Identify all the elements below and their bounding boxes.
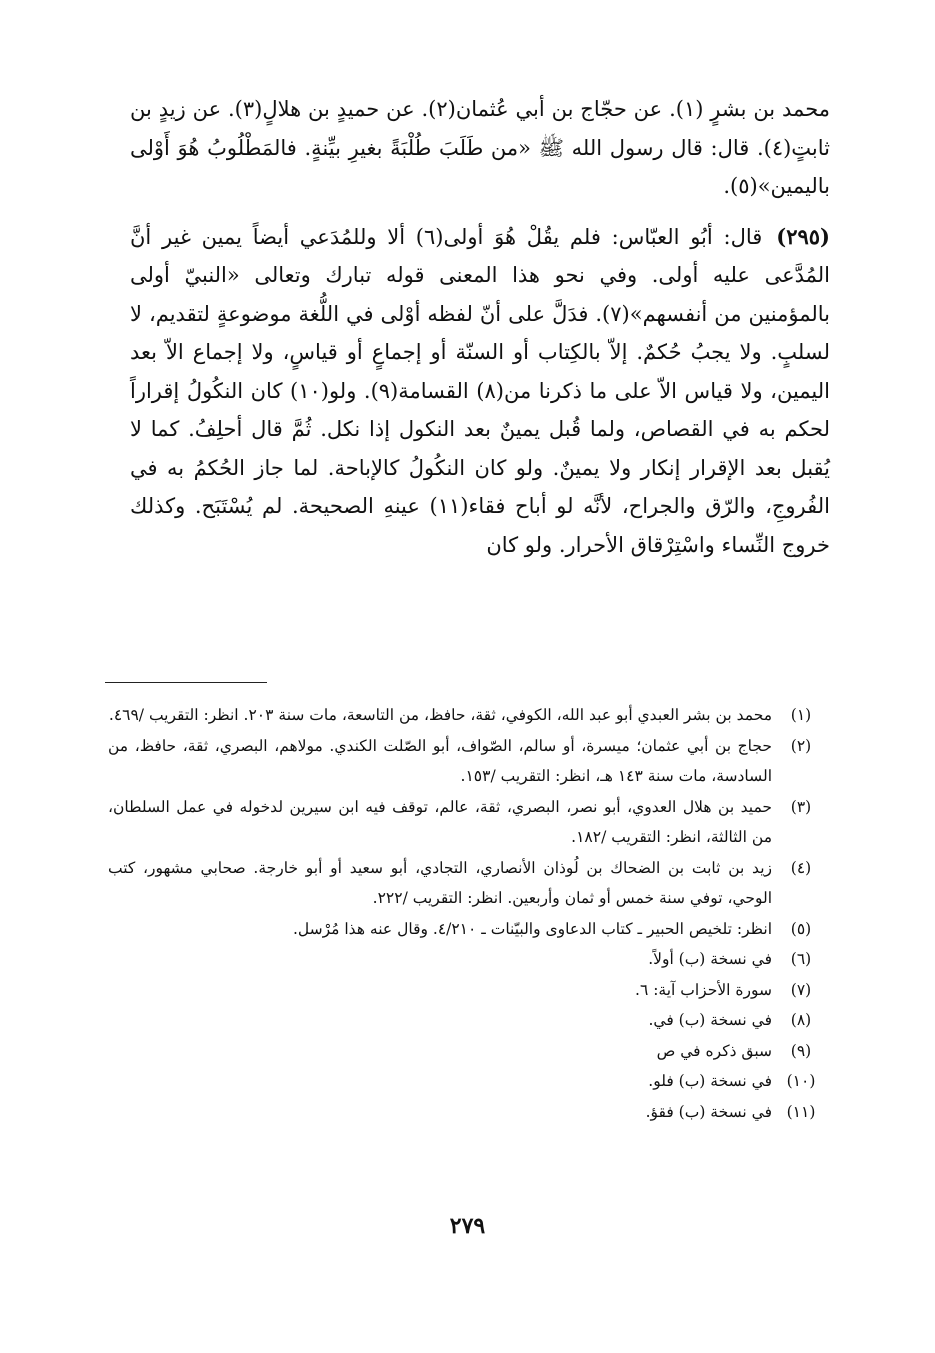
footnote-text: في نسخة (ب) فقؤ.: [645, 1102, 772, 1121]
footnote-text: في نسخة (ب) أولاً.: [648, 950, 772, 968]
footnote-item: [108, 1066, 830, 1097]
footnote-number: (١): [790, 706, 812, 724]
paragraph-1: محمد بن بشرٍ (١). عن حجّاج بن أبي عُثمان(٢). عن حميدٍ بن هلالٍ(٣). عن زيدٍ بن ثابتٍ(٤). قال: قال رسول الله ﷺ «من طَلَبَ طُلْبَةً بغيرِ بيِّنةٍ. فالمَطْلُوبُ هُوَ أَوْلى باليمين»(٥).: [130, 97, 830, 198]
footnote-item: [108, 700, 830, 731]
footnote-item: [108, 1097, 830, 1128]
paragraph-2: [130, 218, 830, 565]
paragraph-2-text: قال: أبُو العبّاس: فلم يقُلْ هُوَ أولى(٦) ألا وللمُدَعي أيضاً يمين غير أنَّ المُدَّعى عليه أولى. وفي نحو هذا المعنى قوله تبارك وتعالى «النبيّ أولى بالمؤمنين من أنفسهم»(٧). فدَلَّ على أنّ لفظه أوْلى في اللُّغة موضوعةٍ لتقديم، لا لسلبٍ. ولا يجبُ حُكمٌ. إلاّ بالكِتاب أو السنّة أو إجماعٍ أو قياسٍ، ولا إجماع الاّ بعد اليمين، ولا قياس الاّ على ما ذكرنا من(٨) القسامة(٩). ولو(١٠) كان النكُولُ إقراراً لحكم به في القصاص، ولما قُبل يمينٌ بعد النكول إذا نكل. ثُمَّ قال أحلِفُ. كما لا يُقبل بعد الإقرار إنكار ولا يمينٌ. ولو كان النكُولُ كالإباحة. لما جاز الحُكمُ به في الفُروجِ، والرّق والجراح، لأنَّه لو أباح فقاء(١١) عينهِ الصحيحة. لم يُسْتَبَح. وكذلك خروج النِّساء واسْتِرْقاق الأحرار. ولو كان: [130, 224, 830, 557]
footnote-separator: [105, 682, 267, 683]
footnote-number: (١١): [786, 1102, 816, 1121]
footnote-number: (٥): [790, 919, 812, 938]
footnote-item: [108, 1005, 830, 1036]
footnote-text: حميد بن هلال العدوي، أبو نصر، البصري، ثقة، عالم، توقف فيه ابن سيرين لدخوله في عمل السلطان، من الثالثة، انظر: التقريب /١٨٢.: [108, 797, 772, 846]
footnote-number: (٢): [790, 736, 812, 755]
footnotes: [108, 700, 830, 1127]
footnote-text: سورة الأحزاب آية: ٦.: [635, 980, 772, 999]
footnote-item: [108, 792, 830, 853]
section-number: (٢٩٥): [776, 223, 830, 249]
footnote-number: (٦): [790, 950, 812, 968]
footnote-number: (٣): [790, 797, 812, 816]
footnote-text: انظر: تلخيص الحبير ـ كتاب الدعاوى والبيّنات ـ ٤/٢١٠. وقال عنه هذا مُرْسل.: [292, 919, 772, 938]
footnote-item: [108, 975, 830, 1006]
page-number: ٢٧٩: [449, 1213, 486, 1239]
footnote-number: (٤): [790, 858, 812, 877]
footnote-text: سبق ذكره في ص: [656, 1041, 772, 1060]
footnote-item: [108, 731, 830, 792]
footnote-item: [108, 1036, 830, 1067]
footnote-text: في نسخة (ب) في.: [648, 1011, 772, 1029]
footnote-text: في نسخة (ب) فلو.: [648, 1072, 772, 1090]
footnote-item: [108, 944, 830, 975]
footnote-text: زيد بن ثابت بن الضحاك بن لُوذان الأنصاري، التجادي، أبو سعيد أو أبو خارجة. صحابي مشهور، كتب الوحي، توفي سنة خمس أو ثمان وأربعين. انظر: التقريب /٢٢٢.: [108, 858, 772, 907]
footnote-text: محمد بن بشر العبدي أبو عبد الله، الكوفي، ثقة، حافظ، من التاسعة، مات سنة ٢٠٣. انظر: التقريب /٤٦٩.: [108, 706, 772, 724]
footnote-number: (١٠): [786, 1072, 816, 1090]
footnote-item: [108, 853, 830, 914]
main-text: [130, 90, 830, 564]
footnote-number: (٨): [790, 1011, 812, 1029]
footnote-number: (٧): [790, 980, 812, 999]
footnote-text: حجاج بن أبي عثمان؛ ميسرة، أو سالم، الصّواف، أبو الصّلت الكندي. مولاهم، البصري، ثقة، حافظ، من السادسة، مات سنة ١٤٣ هـ، انظر: التقريب /١٥٣.: [108, 736, 772, 785]
footnote-number: (٩): [790, 1041, 812, 1060]
footnote-item: [108, 914, 830, 945]
